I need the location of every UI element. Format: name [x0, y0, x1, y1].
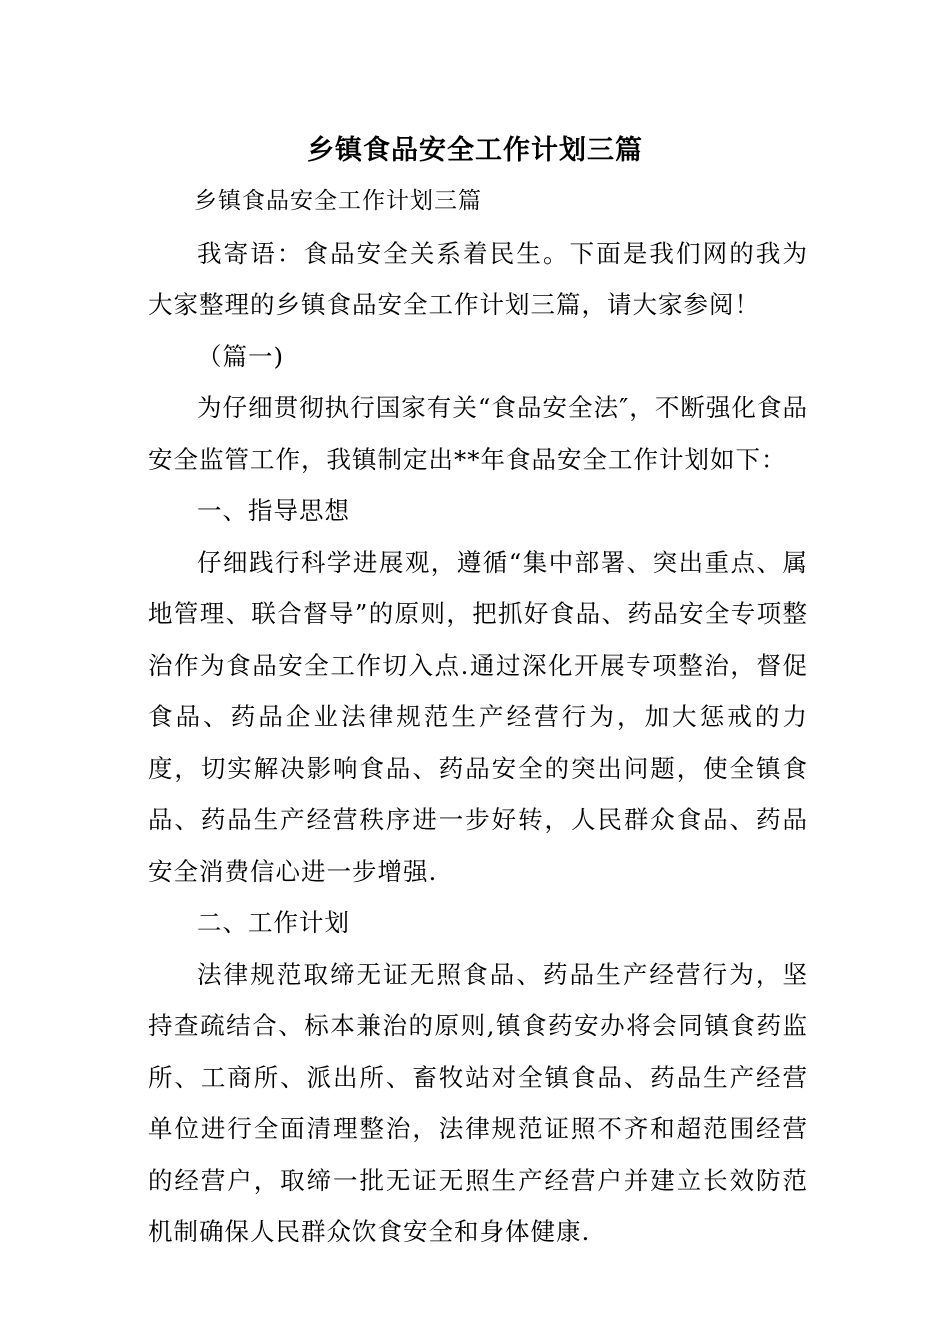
section-heading-guiding-thought: 一、指导思想 [197, 496, 350, 525]
intro-paragraph: 我寄语：食品安全关系着民生。下面是我们网的我为大家整理的乡镇食品安全工作计划三篇，请大家参阅！ [148, 238, 808, 319]
section-heading-work-plan: 二、工作计划 [197, 908, 350, 937]
work-plan-paragraph: 法律规范取缔无证无照食品、药品生产经营行为，坚持查疏结合、标本兼治的原则,镇食药安办将会同镇食药监所、工商所、派出所、畜牧站对全镇食品、药品生产经营单位进行全面清理整治，法律规范证照不齐和超范围经营的经营户，取缔一批无证无照生产经营户并建立长效防范机制确保人民群众饮食安全和身体健康. [148, 959, 808, 1246]
part-one-heading: （篇一) [197, 341, 285, 371]
document-subtitle: 乡镇食品安全工作计划三篇 [194, 188, 482, 214]
preface-paragraph: 为仔细贯彻执行国家有关“食品安全法″，不断强化食品安全监管工作，我镇制定出**年食品安全工作计划如下： [148, 393, 808, 474]
document-body [148, 176, 808, 1258]
guiding-thought-paragraph: 仔细践行科学进展观，遵循“集中部署、突出重点、属地管理、联合督导”的原则，把抓好食品、药品安全专项整治作为食品安全工作切入点.通过深化开展专项整治，督促食品、药品企业法律规范生产经营行为，加大惩戒的力度，切实解决影响食品、药品安全的突出问题，使全镇食品、药品生产经营秩序进一步好转，人民群众食品、药品安全消费信心进一步增强. [148, 547, 808, 886]
document-title: 乡镇食品安全工作计划三篇 [307, 135, 643, 166]
